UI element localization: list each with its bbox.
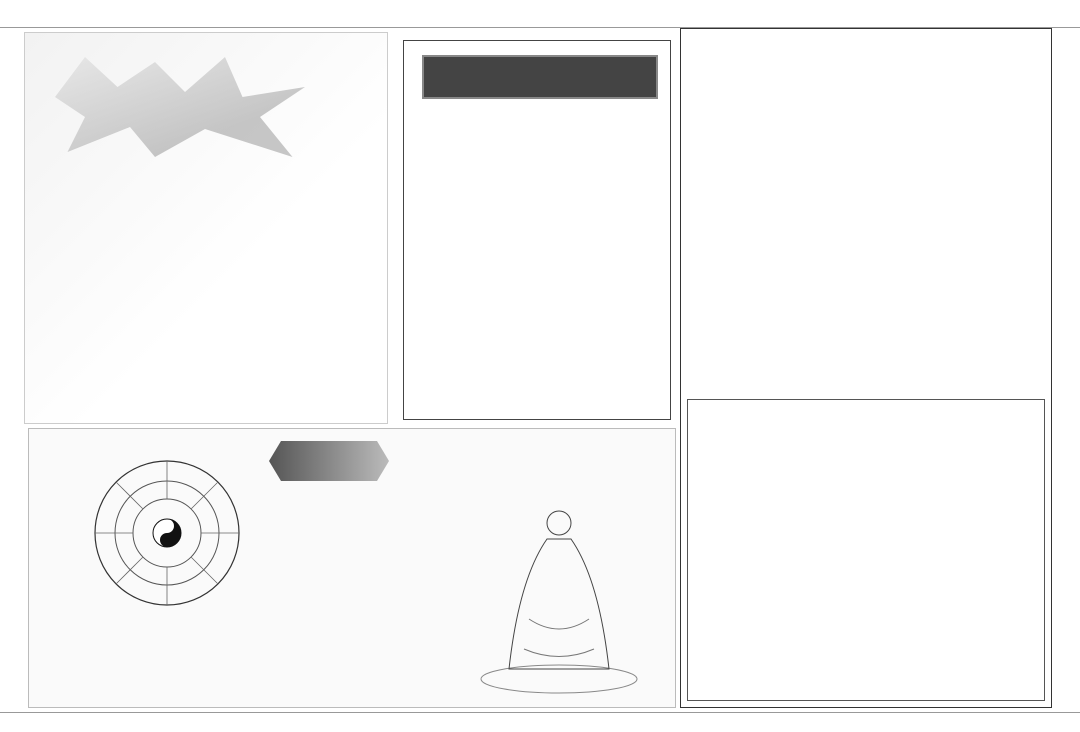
top-border-strip	[0, 0, 1080, 28]
mystery-panel	[28, 428, 676, 708]
right-border-strip	[1060, 28, 1080, 712]
star-number-grid	[687, 399, 1045, 701]
author-banner	[269, 441, 389, 481]
title-burst-decoration	[55, 57, 305, 157]
sage-figure	[469, 499, 649, 699]
luck-panel	[24, 32, 388, 424]
bagua-chart	[77, 453, 257, 613]
zodiac-poem-panel	[403, 40, 671, 420]
nine-palace-panel	[680, 28, 1052, 708]
yin-yang-icon	[153, 519, 181, 547]
poem-heading	[422, 55, 658, 99]
bottom-border-strip	[0, 712, 1080, 732]
left-border-strip	[0, 28, 20, 712]
